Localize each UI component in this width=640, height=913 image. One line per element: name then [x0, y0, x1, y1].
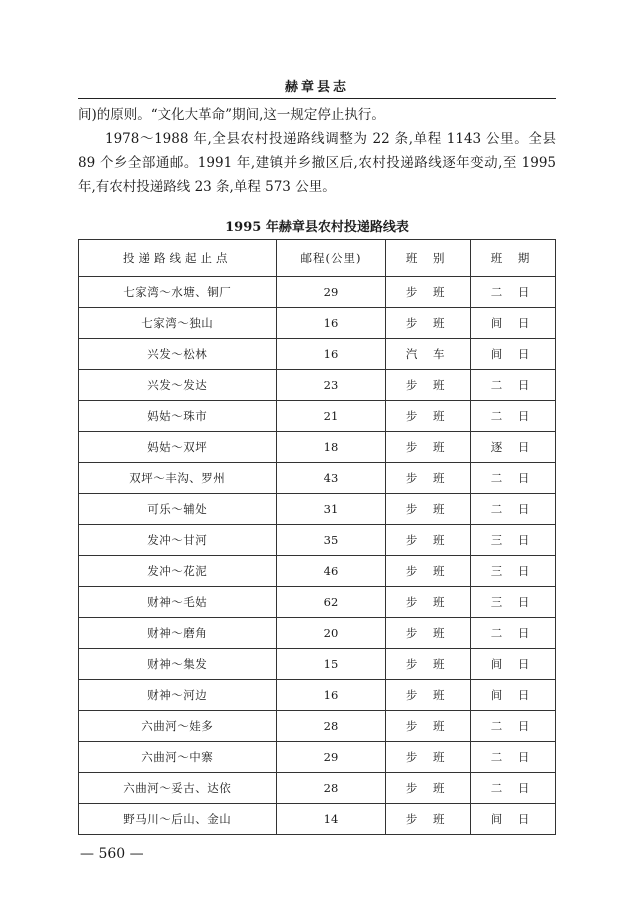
distance-cell: 15 [276, 649, 386, 680]
class-cell: 步 班 [386, 401, 471, 432]
period-cell: 间 日 [471, 649, 556, 680]
period-cell: 二 日 [471, 494, 556, 525]
period-cell: 二 日 [471, 463, 556, 494]
table-row [79, 401, 556, 432]
class-cell: 步 班 [386, 804, 471, 835]
table-row [79, 370, 556, 401]
period-cell: 三 日 [471, 587, 556, 618]
class-cell: 步 班 [386, 494, 471, 525]
table-row [79, 649, 556, 680]
distance-cell: 21 [276, 401, 386, 432]
distance-cell: 29 [276, 742, 386, 773]
class-cell: 步 班 [386, 463, 471, 494]
distance-cell: 43 [276, 463, 386, 494]
period-cell: 间 日 [471, 308, 556, 339]
table-body [79, 277, 556, 835]
table-row [79, 773, 556, 804]
table-header-row [79, 240, 556, 277]
route-cell: 六曲河～中寨 [79, 742, 277, 773]
class-cell: 步 班 [386, 680, 471, 711]
distance-cell: 23 [276, 370, 386, 401]
route-cell: 六曲河～妥古、达依 [79, 773, 277, 804]
route-cell: 双坪～丰沟、罗州 [79, 463, 277, 494]
period-cell: 二 日 [471, 773, 556, 804]
distance-cell: 14 [276, 804, 386, 835]
period-cell: 二 日 [471, 618, 556, 649]
distance-cell: 16 [276, 308, 386, 339]
class-cell: 步 班 [386, 432, 471, 463]
distance-cell: 28 [276, 711, 386, 742]
period-cell: 二 日 [471, 742, 556, 773]
table-title: 1995 年赫章县农村投递路线表 [225, 220, 409, 235]
class-cell: 步 班 [386, 711, 471, 742]
period-cell: 三 日 [471, 525, 556, 556]
body-paragraph-1: 间)的原则。“文化大革命”期间,这一规定停止执行。 [78, 107, 385, 123]
table-row [79, 339, 556, 370]
body-paragraph-2: 1978～1988 年,全县农村投递路线调整为 22 条,单程 1143 公里。全县 89 个乡全部通邮。1991 年,建镇并乡撤区后,农村投递路线逐年变动,至 1995 年,有农村投递路线 23 条,单程 573 公里。 [78, 131, 556, 195]
distance-cell: 20 [276, 618, 386, 649]
distance-cell: 28 [276, 773, 386, 804]
route-cell: 妈姑～双坪 [79, 432, 277, 463]
class-cell: 步 班 [386, 370, 471, 401]
class-cell: 汽 车 [386, 339, 471, 370]
table-row [79, 742, 556, 773]
route-cell: 兴发～松林 [79, 339, 277, 370]
route-cell: 财神～毛姑 [79, 587, 277, 618]
running-header: 赫章县志 [284, 80, 349, 95]
period-cell: 二 日 [471, 711, 556, 742]
class-cell: 步 班 [386, 742, 471, 773]
column-header-class: 班 别 [386, 240, 471, 277]
route-cell: 七家湾～水塘、铜厂 [79, 277, 277, 308]
distance-cell: 31 [276, 494, 386, 525]
route-cell: 七家湾～独山 [79, 308, 277, 339]
table-row [79, 556, 556, 587]
route-cell: 六曲河～娃多 [79, 711, 277, 742]
period-cell: 间 日 [471, 339, 556, 370]
route-cell: 野马川～后山、金山 [79, 804, 277, 835]
distance-cell: 35 [276, 525, 386, 556]
distance-cell: 16 [276, 339, 386, 370]
route-cell: 兴发～发达 [79, 370, 277, 401]
table-row [79, 525, 556, 556]
period-cell: 二 日 [471, 401, 556, 432]
table-row [79, 587, 556, 618]
table-row [79, 711, 556, 742]
table-row [79, 680, 556, 711]
class-cell: 步 班 [386, 308, 471, 339]
period-cell: 逐 日 [471, 432, 556, 463]
route-cell: 财神～磨角 [79, 618, 277, 649]
class-cell: 步 班 [386, 773, 471, 804]
distance-cell: 62 [276, 587, 386, 618]
route-cell: 财神～河边 [79, 680, 277, 711]
route-cell: 发冲～甘河 [79, 525, 277, 556]
period-cell: 间 日 [471, 804, 556, 835]
class-cell: 步 班 [386, 556, 471, 587]
table-row [79, 463, 556, 494]
route-cell: 妈姑～珠市 [79, 401, 277, 432]
column-header-route: 投递路线起止点 [79, 240, 277, 277]
routes-table [78, 239, 556, 835]
distance-cell: 18 [276, 432, 386, 463]
class-cell: 步 班 [386, 649, 471, 680]
period-cell: 二 日 [471, 370, 556, 401]
table-row [79, 308, 556, 339]
table-row [79, 618, 556, 649]
header-rule [78, 98, 556, 99]
distance-cell: 29 [276, 277, 386, 308]
class-cell: 步 班 [386, 587, 471, 618]
class-cell: 步 班 [386, 525, 471, 556]
class-cell: 步 班 [386, 618, 471, 649]
period-cell: 二 日 [471, 277, 556, 308]
route-cell: 财神～集发 [79, 649, 277, 680]
distance-cell: 46 [276, 556, 386, 587]
page-number: — 560 — [80, 846, 144, 862]
period-cell: 间 日 [471, 680, 556, 711]
column-header-period: 班 期 [471, 240, 556, 277]
route-cell: 可乐～辅处 [79, 494, 277, 525]
class-cell: 步 班 [386, 277, 471, 308]
period-cell: 三 日 [471, 556, 556, 587]
table-row [79, 494, 556, 525]
table-row [79, 804, 556, 835]
table-row [79, 277, 556, 308]
table-row [79, 432, 556, 463]
column-header-distance: 邮程(公里) [276, 240, 386, 277]
route-cell: 发冲～花泥 [79, 556, 277, 587]
distance-cell: 16 [276, 680, 386, 711]
